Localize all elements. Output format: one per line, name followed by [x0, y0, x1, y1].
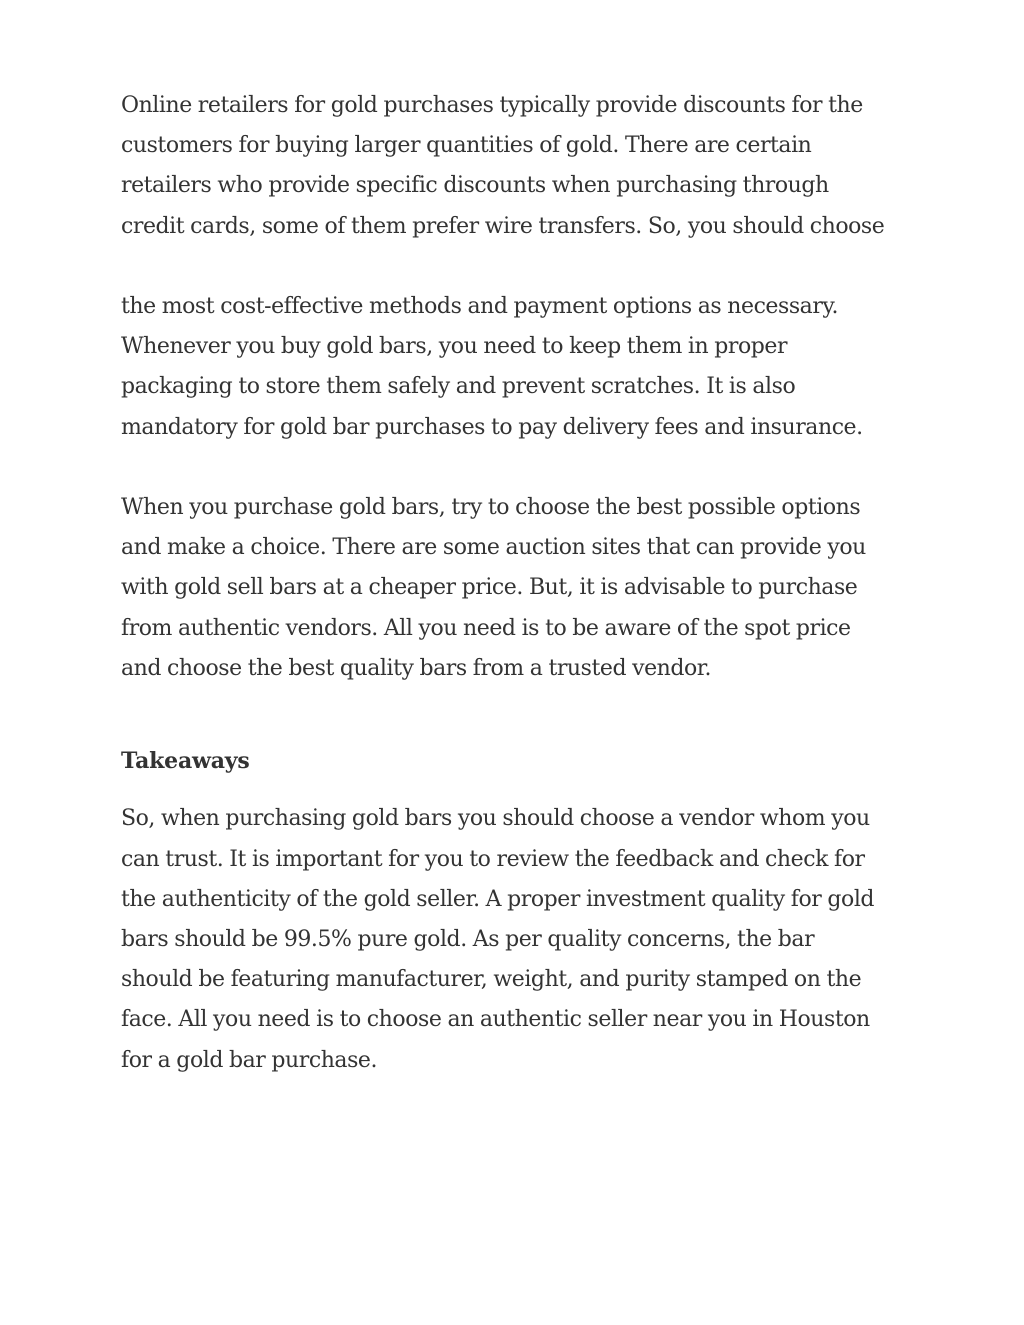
text-line: for a gold bar purchase.: [121, 1047, 378, 1073]
text-line: the most cost-effective methods and payment options as necessary.: [121, 294, 839, 319]
section-heading: Takeaways: [121, 748, 250, 775]
paragraph-vendors: [121, 488, 911, 689]
text-line: retailers who provide specific discounts when purchasing through: [121, 173, 829, 199]
text-line: mandatory for gold bar purchases to pay delivery fees and insurance.: [121, 414, 863, 440]
text-line: with gold sell bars at a cheaper price. But, it is advisable to purchase: [121, 575, 858, 601]
text-line: Online retailers for gold purchases typically provide discounts for the: [121, 93, 863, 118]
text-line: face. All you need is to choose an authentic seller near you in Houston: [121, 1007, 870, 1033]
text-line: can trust. It is important for you to review the feedback and check for: [121, 846, 865, 872]
text-line: When you purchase gold bars, try to choose the best possible options: [121, 495, 861, 520]
text-line: bars should be 99.5% pure gold. As per quality concerns, the bar: [121, 927, 815, 953]
text-line: credit cards, some of them prefer wire transfers. So, you should choose: [121, 213, 885, 239]
paragraph-discounts: [121, 86, 911, 247]
text-line: the authenticity of the gold seller. A proper investment quality for gold: [121, 886, 875, 912]
paragraph-packaging: [121, 287, 911, 448]
text-line: and choose the best quality bars from a trusted vendor.: [121, 655, 712, 681]
paragraph-conclusion: [121, 799, 911, 1080]
text-line: and make a choice. There are some auction sites that can provide you: [121, 535, 866, 561]
text-line: So, when purchasing gold bars you should choose a vendor whom you: [121, 806, 870, 832]
document-page: [121, 86, 911, 1081]
text-line: packaging to store them safely and prevent scratches. It is also: [121, 374, 796, 400]
text-line: customers for buying larger quantities of gold. There are certain: [121, 133, 812, 159]
text-line: should be featuring manufacturer, weight, and purity stamped on the: [121, 967, 862, 993]
paragraph-gap: [121, 247, 911, 287]
paragraph-gap: [121, 448, 911, 488]
paragraph-gap: [121, 689, 911, 729]
text-line: from authentic vendors. All you need is to be aware of the spot price: [121, 615, 851, 641]
text-line: Whenever you buy gold bars, you need to keep them in proper: [121, 334, 788, 360]
